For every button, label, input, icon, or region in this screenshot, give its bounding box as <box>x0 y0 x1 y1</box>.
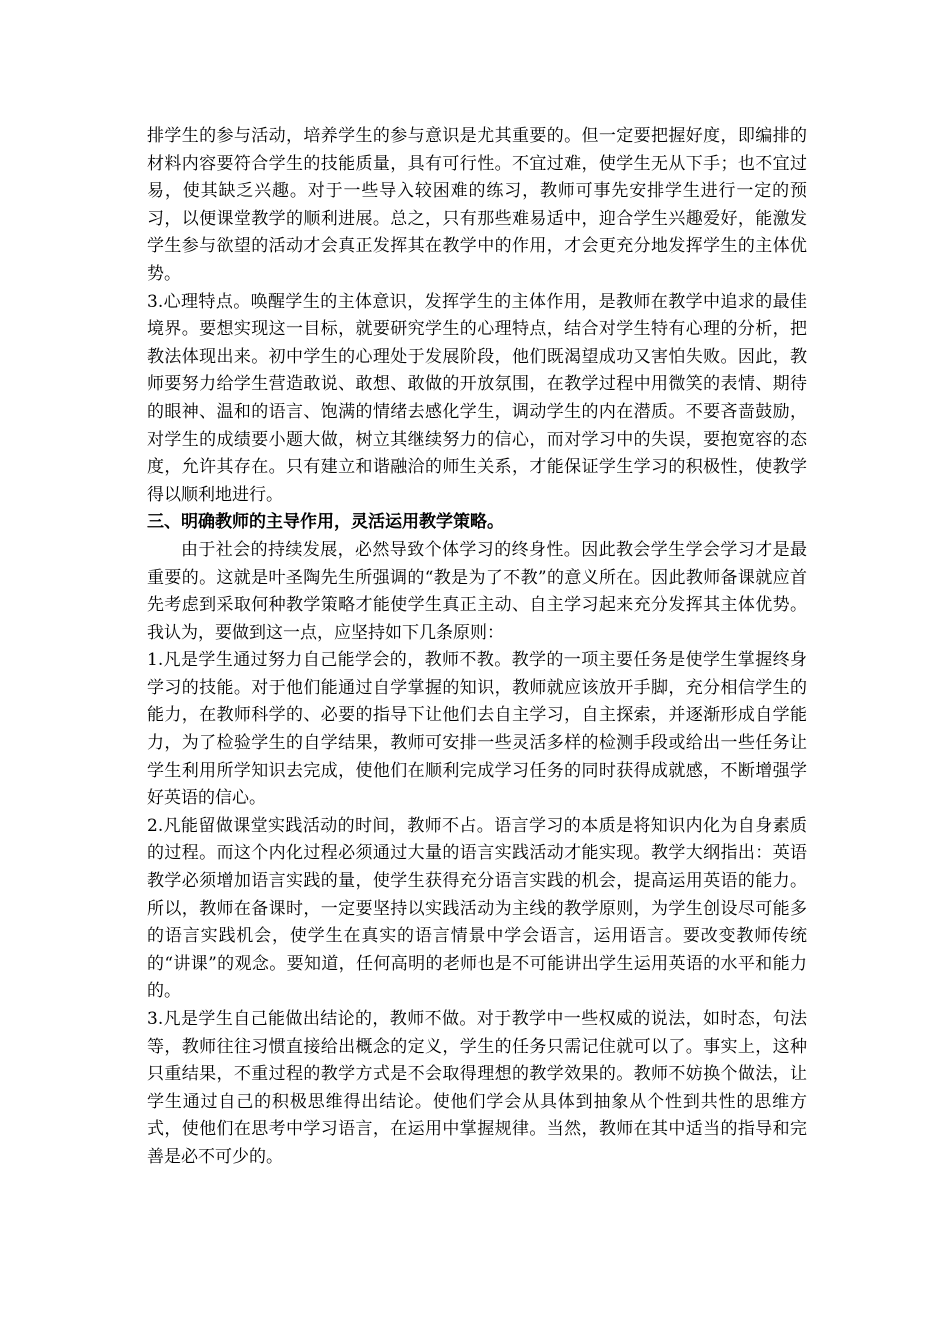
paragraph-principle-one: 1.凡是学生通过努力自己能学会的，教师不教。教学的一项主要任务是使学生掌握终身学习的技能。对于他们能通过自学掌握的知识，教师就应该放开手脚，充分相信学生的能力，在教师科学的、必要的指导下让他们去自主学习，自主探索，并逐渐形成自学能力，为了检验学生的自学结果，教师可安排一些灵活多样的检测手段或给出一些任务让学生利用所学知识去完成，使他们在顺利完成学习任务的同时获得成就感，不断增强学好英语的信心。 <box>147 650 807 809</box>
paragraph-principle-two: 2.凡能留做课堂实践活动的时间，教师不占。语言学习的本质是将知识内化为自身素质的过程。而这个内化过程必须通过大量的语言实践活动才能实现。教学大纲指出：英语教学必须增加语言实践的量，使学生获得充分语言实践的机会，提高运用英语的能力。所以，教师在备课时，一定要坚持以实践活动为主线的教学原则，为学生创设尽可能多的语言实践机会，使学生在真实的语言情景中学会语言，运用语言。要改变教师传统的“讲课”的观念。要知道，任何高明的老师也是不可能讲出学生运用英语的水平和能力的。 <box>147 815 807 1002</box>
document-page <box>147 123 807 1172</box>
paragraph-participation-activities: 排学生的参与活动，培养学生的参与意识是尤其重要的。但一定要把握好度，即编排的材料内容要符合学生的技能质量，具有可行性。不宜过难，使学生无从下手；也不宜过易，使其缺乏兴趣。对于一些导入较困难的练习，教师可事先安排学生进行一定的预习，以便课堂教学的顺利进展。总之，只有那些难易适中，迎合学生兴趣爱好，能激发学生参与欲望的活动才会真正发挥其在教学中的作用，才会更充分地发挥学生的主体优势。 <box>147 126 807 284</box>
paragraph-psychological-traits: 3.心理特点。唤醒学生的主体意识，发挥学生的主体作用，是教师在教学中追求的最佳境界。要想实现这一目标，就要研究学生的心理特点，结合对学生特有心理的分析，把教法体现出来。初中学生的心理处于发展阶段，他们既渴望成功又害怕失败。因此，教师要努力给学生营造敢说、敢想、敢做的开放氛围，在教学过程中用微笑的表情、期待的眼神、温和的语言、饱满的情绪去感化学生，调动学生的内在潜质。不要吝啬鼓励，对学生的成绩要小题大做，树立其继续努力的信心，而对学习中的失误，要抱宽容的态度，允许其存在。只有建立和谐融洽的师生关系，才能保证学生学习的积极性，使教学得以顺利地进行。 <box>147 291 807 505</box>
paragraph-teaching-strategy-intro: 由于社会的持续发展，必然导致个体学习的终身性。因此教会学生学会学习才是最重要的。这就是叶圣陶先生所强调的“教是为了不教”的意义所在。因此教师备课就应首先考虑到采取何种教学策略才能使学生真正主动、自主学习起来充分发挥其主体优势。我认为，要做到这一点，应坚持如下几条原则： <box>147 539 807 643</box>
paragraph-principle-three: 3.凡是学生自己能做出结论的，教师不做。对于教学中一些权威的说法，如时态，句法等，教师往往习惯直接给出概念的定义，学生的任务只需记住就可以了。事实上，这种只重结果，不重过程的教学方式是不会取得理想的教学效果的。教师不妨换个做法，让学生通过自己的积极思维得出结论。使他们学会从具体到抽象从个性到共性的思维方式，使他们在思考中学习语言，在运用中掌握规律。当然，教师在其中适当的指导和完善是必不可少的。 <box>147 1009 807 1167</box>
section-heading-three: 三、明确教师的主导作用，灵活运用教学策略。 <box>147 512 504 533</box>
